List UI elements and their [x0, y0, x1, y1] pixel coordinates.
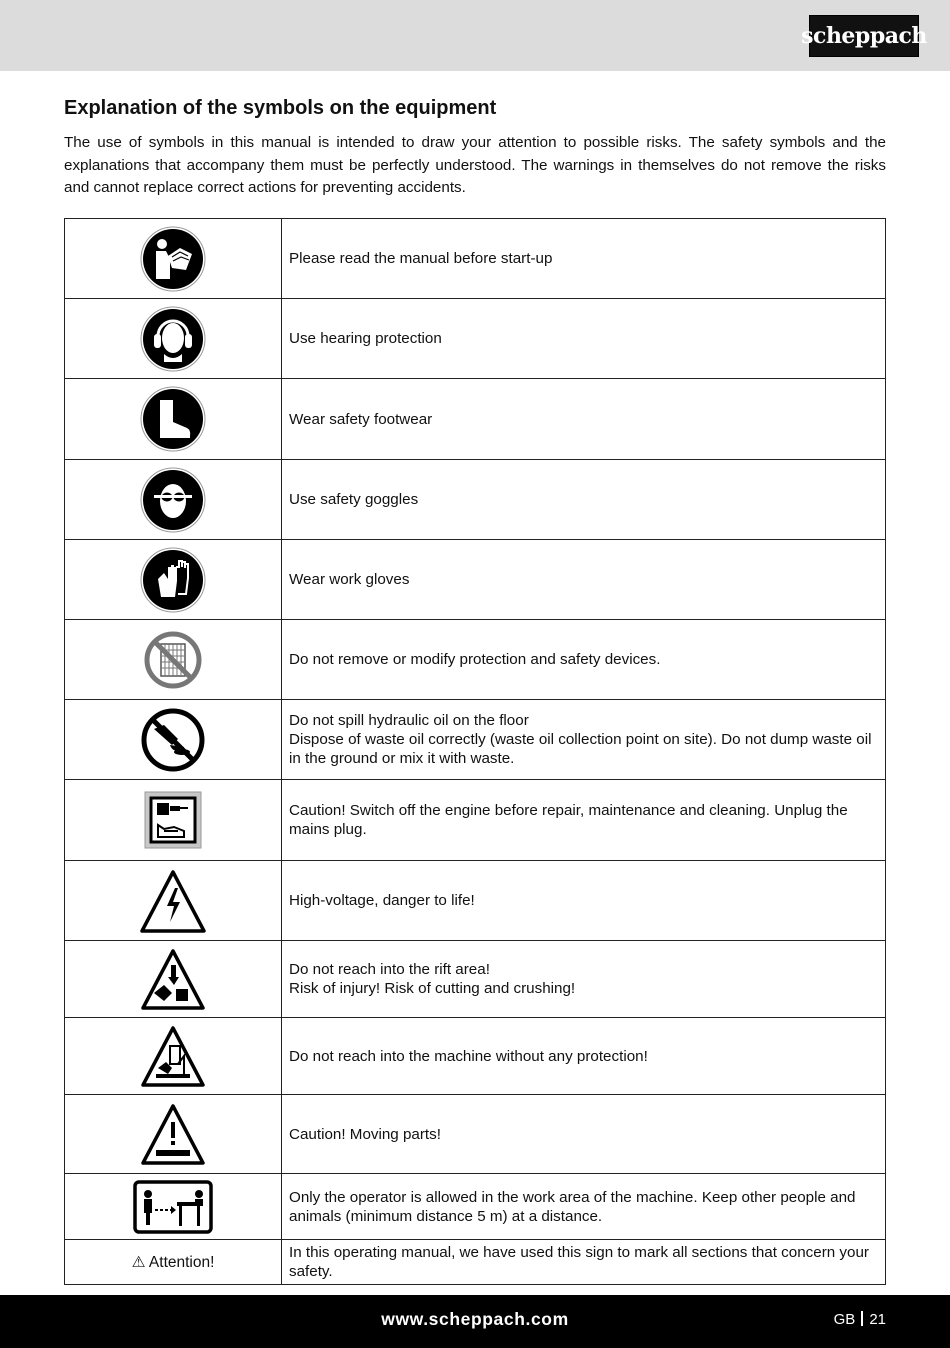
- separator: [861, 1311, 863, 1326]
- page-title: Explanation of the symbols on the equipment: [64, 97, 497, 119]
- switch-off-engine-icon: [144, 791, 202, 849]
- table-row: [65, 219, 886, 299]
- row-text: Dispose of waste oil correctly (waste oil collection point on site). Do not dump waste oil in the ground or mix it with waste.: [289, 731, 872, 767]
- safety-footwear-icon: [140, 386, 206, 452]
- row-text: Please read the manual before start-up: [289, 250, 553, 267]
- high-voltage-icon: [139, 868, 207, 934]
- row-text: Do not remove or modify protection and safety devices.: [289, 651, 661, 668]
- table-row: [65, 861, 886, 941]
- table-row: [65, 1095, 886, 1174]
- website-link[interactable]: www.scheppach.com: [381, 1309, 569, 1329]
- symbols-table: [64, 218, 886, 1285]
- table-row: [65, 620, 886, 700]
- row-text: High-voltage, danger to life!: [289, 892, 475, 909]
- footer-bar: [0, 1295, 950, 1348]
- page-indicator: [834, 1311, 886, 1328]
- machine-hand-hazard-icon: [140, 1024, 206, 1088]
- table-row: [65, 780, 886, 861]
- table-row: [65, 379, 886, 460]
- row-text: Only the operator is allowed in the work area of the machine. Keep other people and animals (minimum distance 5 m) at a distance.: [289, 1188, 856, 1225]
- row-text: Caution! Moving parts!: [289, 1125, 441, 1143]
- brand-logo: scheppach: [809, 15, 919, 57]
- attention-triangle-icon: ⚠: [131, 1253, 149, 1271]
- attention-label: Attention!: [148, 1253, 215, 1271]
- moving-parts-icon: [140, 1102, 206, 1166]
- table-row: [65, 941, 886, 1018]
- crushing-hazard-icon: [140, 947, 206, 1011]
- page-number: 21: [869, 1311, 886, 1328]
- operator-only-icon: [133, 1180, 213, 1234]
- read-manual-icon: [140, 226, 206, 292]
- row-text: Caution! Switch off the engine before repair, maintenance and cleaning. Unplug the mains plug.: [289, 802, 848, 838]
- row-text: Risk of injury! Risk of cutting and crushing!: [289, 980, 576, 997]
- hearing-protection-icon: [140, 306, 206, 372]
- intro-paragraph: The use of symbols in this manual is intended to draw your attention to possible risks. The safety symbols and the explanations that accompany them must be perfectly understood. The warnings in themselves do not remove the risks and cannot replace correct actions for preventing accidents.: [64, 134, 886, 196]
- row-text: Wear safety footwear: [289, 410, 433, 428]
- row-text: Wear work gloves: [289, 571, 410, 588]
- header-bar: [0, 0, 950, 71]
- no-oil-spill-icon: [140, 707, 206, 773]
- work-gloves-icon: [140, 547, 206, 613]
- table-row: [65, 1174, 886, 1240]
- no-removing-guards-icon: [143, 630, 203, 690]
- row-text: Do not reach into the rift area!: [289, 961, 490, 978]
- row-text: In this operating manual, we have used this sign to mark all sections that concern your safety.: [289, 1244, 869, 1280]
- language-code: GB: [833, 1311, 856, 1328]
- safety-goggles-icon: [140, 467, 206, 533]
- table-row: [65, 460, 886, 540]
- table-row: [65, 299, 886, 379]
- table-row: [65, 1018, 886, 1095]
- table-row: [65, 540, 886, 620]
- row-text: Use safety goggles: [289, 491, 419, 508]
- table-row: [65, 1240, 886, 1285]
- row-text: Do not reach into the machine without any protection!: [289, 1047, 648, 1065]
- table-row: [65, 700, 886, 780]
- row-text: Do not spill hydraulic oil on the floor: [289, 712, 529, 729]
- row-text: Use hearing protection: [289, 330, 442, 347]
